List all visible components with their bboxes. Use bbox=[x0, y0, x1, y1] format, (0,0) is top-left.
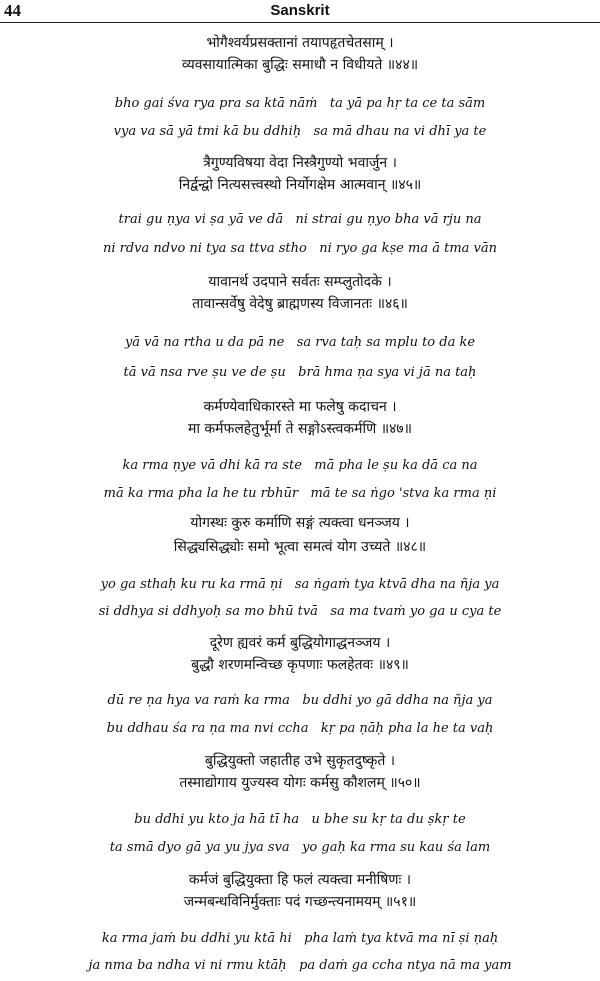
verse-48-devanagari-line-1: योगस्थः कुरु कर्माणि सङ्गं त्यक्त्वा धनञ्जय । bbox=[190, 515, 410, 531]
verse-51-transliteration-line-2: ja nma ba ndha vi ni rmu ktāḥ pa daṁ ga ccha ntya nā ma yam bbox=[88, 958, 512, 973]
verse-49-transliteration-line-1: dū re ṇa hya va raṁ ka rma bu ddhi yo gā ddha na ñja ya bbox=[107, 693, 493, 708]
page-title: Sanskrit bbox=[270, 2, 330, 19]
verse-45-transliteration-line-2: ni rdva ndvo ni tya sa ttva stho ni ryo ga kṣe ma ā tma vān bbox=[102, 241, 497, 256]
verse-47-transliteration-line-2: mā ka rma pha la he tu rbhūr mā te sa ṅgo 'stva ka rma ṇi bbox=[103, 486, 497, 501]
verse-48-transliteration-line-1: yo ga sthaḥ ku ru ka rmā ṇi sa ṅgaṁ tya ktvā dha na ñja ya bbox=[100, 577, 500, 592]
verse-47-devanagari-line-1: कर्मण्येवाधिकारस्ते मा फलेषु कदाचन । bbox=[203, 399, 397, 415]
verse-45-devanagari-line-1: त्रैगुण्यविषया वेदा निस्त्रैगुण्यो भवार्जुन । bbox=[203, 155, 397, 171]
verse-49-devanagari-line-1: दूरेण ह्यवरं कर्म बुद्धियोगाद्धनञ्जय । bbox=[209, 635, 391, 651]
page-header bbox=[0, 1, 600, 21]
header-rule bbox=[0, 22, 600, 23]
verse-49-devanagari-line-2: बुद्धौ शरणमन्विच्छ कृपणाः फलहेतवः ॥४९॥ bbox=[191, 657, 409, 673]
verse-51-devanagari-line-2: जन्मबन्धविनिर्मुक्ताः पदं गच्छन्त्यनामयम् ॥५१॥ bbox=[183, 894, 417, 910]
verse-44-devanagari-line-2: व्यवसायात्मिका बुद्धिः समाधौ न विधीयते ॥४४॥ bbox=[181, 57, 419, 73]
page-number: 44 bbox=[4, 1, 21, 20]
verse-47-devanagari-line-2: मा कर्मफलहेतुर्भूर्मा ते सङ्गोऽस्त्वकर्मणि ॥४७॥ bbox=[187, 421, 413, 437]
verse-46-devanagari-line-1: यावानर्थ उदपाने सर्वतः सम्प्लुतोदके । bbox=[208, 274, 392, 290]
verse-44-transliteration-line-2: vya va sā yā tmi kā bu ddhiḥ sa mā dhau na vi dhī ya te bbox=[113, 124, 487, 139]
verse-49-transliteration-line-2: bu ddhau śa ra ṇa ma nvi ccha kṛ pa ṇāḥ pha la he ta vaḥ bbox=[106, 721, 494, 736]
verse-48-devanagari-line-2: सिद्ध्यसिद्ध्योः समो भूत्वा समत्वं योग उच्यते ॥४८॥ bbox=[173, 539, 427, 555]
verse-46-devanagari-line-2: तावान्सर्वेषु वेदेषु ब्राह्मणस्य विजानतः ॥४६॥ bbox=[192, 296, 408, 312]
verse-44-devanagari-line-1: भोगैश्वर्यप्रसक्तानां तयापहृतचेतसाम् । bbox=[206, 35, 394, 51]
verse-47-transliteration-line-1: ka rma ṇye vā dhi kā ra ste mā pha le ṣu ka dā ca na bbox=[122, 458, 478, 473]
verse-50-transliteration-line-2: ta smā dyo gā ya yu jya sva yo gaḥ ka rma su kau śa lam bbox=[109, 840, 491, 855]
verse-50-devanagari-line-2: तस्माद्योगाय युज्यस्व योगः कर्मसु कौशलम् ॥५०॥ bbox=[179, 775, 421, 791]
verse-45-devanagari-line-2: निर्द्वन्द्वो नित्यसत्त्वस्थो निर्योगक्षेम आत्मवान् ॥४५॥ bbox=[178, 177, 422, 193]
verse-50-transliteration-line-1: bu ddhi yu kto ja hā tī ha u bhe su kṛ ta du ṣkṛ te bbox=[134, 812, 466, 827]
verse-51-devanagari-line-1: कर्मजं बुद्धियुक्ता हि फलं त्यक्त्वा मनीषिणः । bbox=[188, 872, 412, 888]
verse-46-transliteration-line-1: yā vā na rtha u da pā ne sa rva taḥ sa mplu to da ke bbox=[124, 335, 476, 350]
verse-45-transliteration-line-1: trai gu ṇya vi ṣa yā ve dā ni strai gu ṇyo bha vā rju na bbox=[118, 212, 482, 227]
verse-48-transliteration-line-2: si ddhya si ddhyoḥ sa mo bhū tvā sa ma tvaṁ yo ga u cya te bbox=[98, 604, 502, 619]
verse-50-devanagari-line-1: बुद्धियुक्तो जहातीह उभे सुकृतदुष्कृते । bbox=[204, 753, 396, 769]
verse-51-transliteration-line-1: ka rma jaṁ bu ddhi yu ktā hi pha laṁ tya ktvā ma nī ṣi ṇaḥ bbox=[101, 931, 499, 946]
verse-46-transliteration-line-2: tā vā nsa rve ṣu ve de ṣu brā hma ṇa sya vi jā na taḥ bbox=[123, 365, 477, 380]
verse-44-transliteration-line-1: bho gai śva rya pra sa ktā nāṁ ta yā pa hṛ ta ce ta sām bbox=[114, 96, 486, 111]
